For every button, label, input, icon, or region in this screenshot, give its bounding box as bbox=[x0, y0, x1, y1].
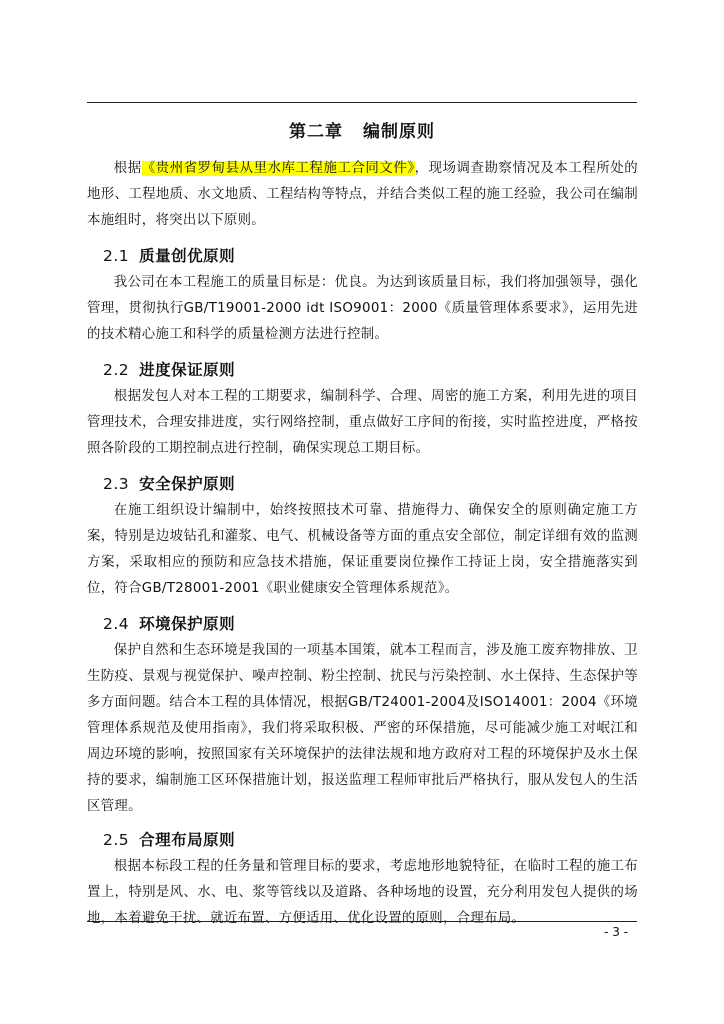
section-title: 安全保护原则 bbox=[139, 475, 236, 493]
header-rule bbox=[87, 102, 637, 103]
intro-prefix: 根据 bbox=[113, 161, 142, 176]
section-heading-2-2 bbox=[103, 358, 235, 380]
section-heading-2-1 bbox=[103, 244, 235, 266]
page-number: - 3 - bbox=[604, 925, 628, 939]
section-heading-2-4 bbox=[103, 612, 235, 634]
section-title: 质量创优原则 bbox=[139, 247, 236, 265]
section-title: 环境保护原则 bbox=[139, 615, 236, 633]
section-heading-2-5 bbox=[103, 828, 235, 850]
section-number: 2.1 bbox=[103, 247, 130, 265]
intro-paragraph bbox=[87, 156, 638, 234]
section-heading-2-3 bbox=[103, 472, 235, 494]
chapter-number: 第二章 bbox=[289, 122, 343, 142]
section-body-2-5: 根据本标段工程的任务量和管理目标的要求，考虑地形地貌特征，在临时工程的施工布置上，特别是风、水、电、浆等管线以及道路、各种场地的设置，充分利用发包人提供的场地，本着避免干扰、就近布置、方便适用、优化设置的原则，合理布局。 bbox=[87, 859, 638, 926]
chapter-name: 编制原则 bbox=[363, 122, 435, 142]
contract-document-highlight: 《贵州省罗甸县从里水库工程施工合同文件》 bbox=[141, 161, 415, 176]
chapter-title bbox=[0, 117, 724, 142]
section-body-2-3: 在施工组织设计编制中，始终按照技术可靠、措施得力、确保安全的原则确定施工方案，特别是边坡钻孔和灌浆、电气、机械设备等方面的重点安全部位，制定详细有效的监测方案，采取相应的预防和应急技术措施，保证重要岗位操作工持证上岗，安全措施落实到位，符合GB/T28001-2001《职业健康安全管理体系规范》。 bbox=[87, 503, 638, 596]
section-body-2-2: 根据发包人对本工程的工期要求，编制科学、合理、周密的施工方案，利用先进的项目管理技术，合理安排进度，实行网络控制，重点做好工序间的衔接，实时监控进度，严格按照各阶段的工期控制点进行控制，确保实现总工期目标。 bbox=[87, 389, 638, 456]
section-number: 2.5 bbox=[103, 831, 130, 849]
footer-rule bbox=[87, 921, 637, 922]
section-number: 2.4 bbox=[103, 615, 130, 633]
section-body-2-1: 我公司在本工程施工的质量目标是：优良。为达到该质量目标，我们将加强领导，强化管理，贯彻执行GB/T19001-2000 idt ISO9001：2000《质量管理体系要求》，运用先进的技术精心施工和科学的质量检测方法进行控制。 bbox=[87, 275, 638, 342]
intro-rest: ，现场调查勘察情况及本工程所处的地形、工程地质、水文地质、工程结构等特点，并结合类似工程的施工经验，我公司在编制本施组时，将突出以下原则。 bbox=[87, 161, 638, 228]
section-title: 进度保证原则 bbox=[139, 361, 236, 379]
section-body-2-4: 保护自然和生态环境是我国的一项基本国策，就本工程而言，涉及施工废弃物排放、卫生防疫、景观与视觉保护、噪声控制、粉尘控制、扰民与污染控制、水土保持、生态保护等多方面问题。结合本工程的具体情况，根据GB/T24001-2004及ISO14001：2004《环境管理体系规范及使用指南》，我们将采取积极、严密的环保措施，尽可能减少施工对岷江和周边环境的影响，按照国家有关环境保护的法律法规和地方政府对工程的环境保护及水土保持的要求，编制施工区环保措施计划，报送监理工程师审批后严格执行，服从发包人的生活区管理。 bbox=[87, 643, 638, 814]
section-title: 合理布局原则 bbox=[139, 831, 236, 849]
section-number: 2.2 bbox=[103, 361, 130, 379]
section-number: 2.3 bbox=[103, 475, 130, 493]
